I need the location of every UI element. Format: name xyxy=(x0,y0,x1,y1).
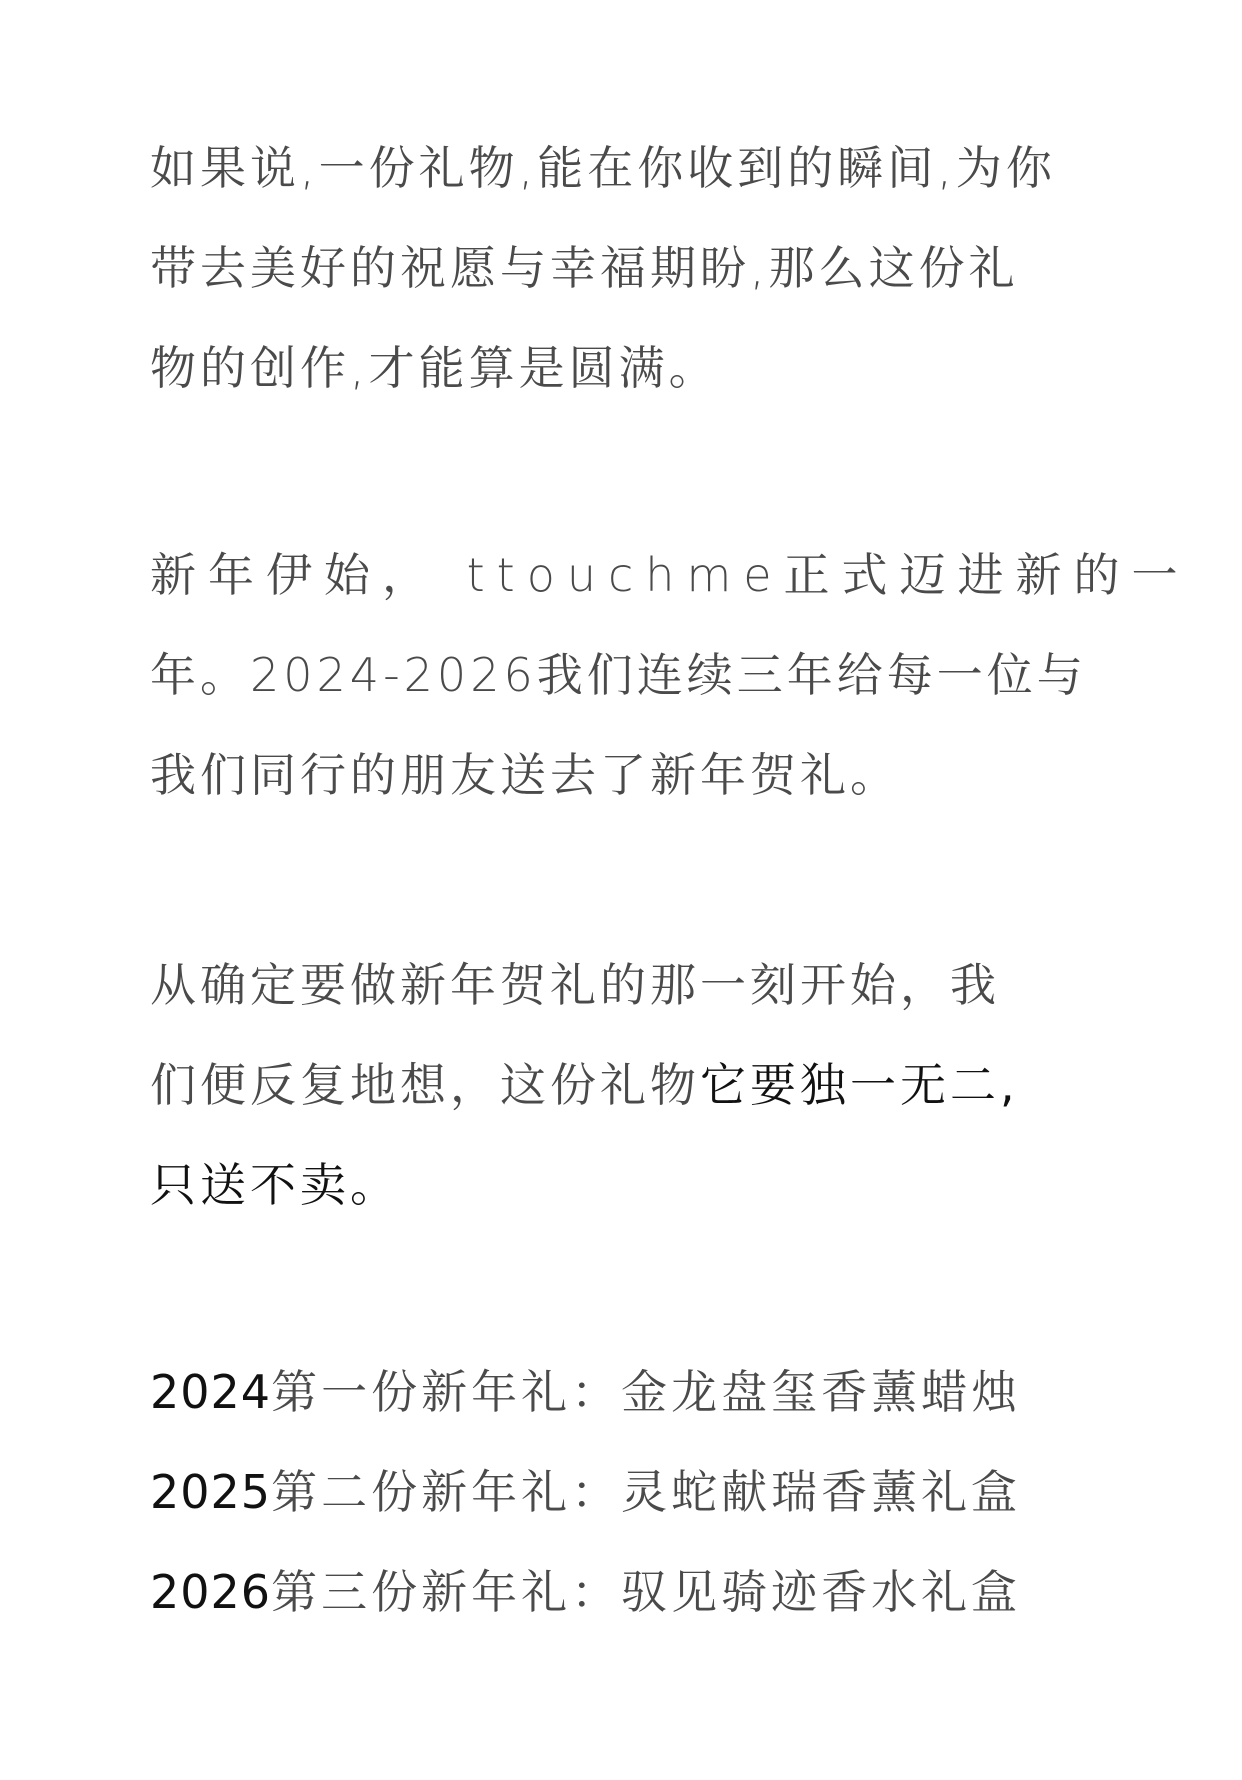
gift-year: 2026 xyxy=(150,1565,272,1619)
gift-label: 第二份新年礼： xyxy=(271,1465,622,1519)
gift-item xyxy=(150,1342,1110,1442)
emphasis-text: 它要独一无二, xyxy=(700,1058,1019,1112)
paragraph-line: 新年伊始， ttouchme正式迈进新的一 xyxy=(150,548,1190,602)
paragraph-line xyxy=(150,1035,1110,1135)
gift-name: 驭见骑迹香水礼盒 xyxy=(621,1565,1022,1619)
gift-item xyxy=(150,1442,1110,1542)
paragraph-line: 年。2024-2026我们连续三年给每一位与 xyxy=(150,648,1087,702)
gift-name: 金龙盘玺香薰蜡烛 xyxy=(621,1365,1022,1419)
emphasis-text: 只送不卖。 xyxy=(150,1158,400,1212)
intro-paragraph xyxy=(150,118,1110,418)
paragraph-line: 我们同行的朋友送去了新年贺礼。 xyxy=(150,748,900,802)
paragraph-line: 带去美好的祝愿与幸福期盼,那么这份礼 xyxy=(150,241,1019,295)
paragraph-line: 如果说,一份礼物,能在你收到的瞬间,为你 xyxy=(150,141,1056,195)
new-year-paragraph xyxy=(150,525,1190,825)
gift-list xyxy=(150,1342,1110,1642)
gift-year: 2024 xyxy=(150,1365,272,1419)
paragraph-text: 们便反复地想，这份礼物 xyxy=(150,1058,700,1112)
gift-label: 第三份新年礼： xyxy=(271,1565,622,1619)
gift-year: 2025 xyxy=(150,1465,272,1519)
gift-label: 第一份新年礼： xyxy=(271,1365,622,1419)
gift-item xyxy=(150,1542,1110,1642)
gift-name: 灵蛇献瑞香薰礼盒 xyxy=(621,1465,1022,1519)
paragraph-line: 从确定要做新年贺礼的那一刻开始，我 xyxy=(150,958,1000,1012)
unique-gift-paragraph xyxy=(150,935,1110,1235)
paragraph-line: 物的创作,才能算是圆满。 xyxy=(150,341,719,395)
